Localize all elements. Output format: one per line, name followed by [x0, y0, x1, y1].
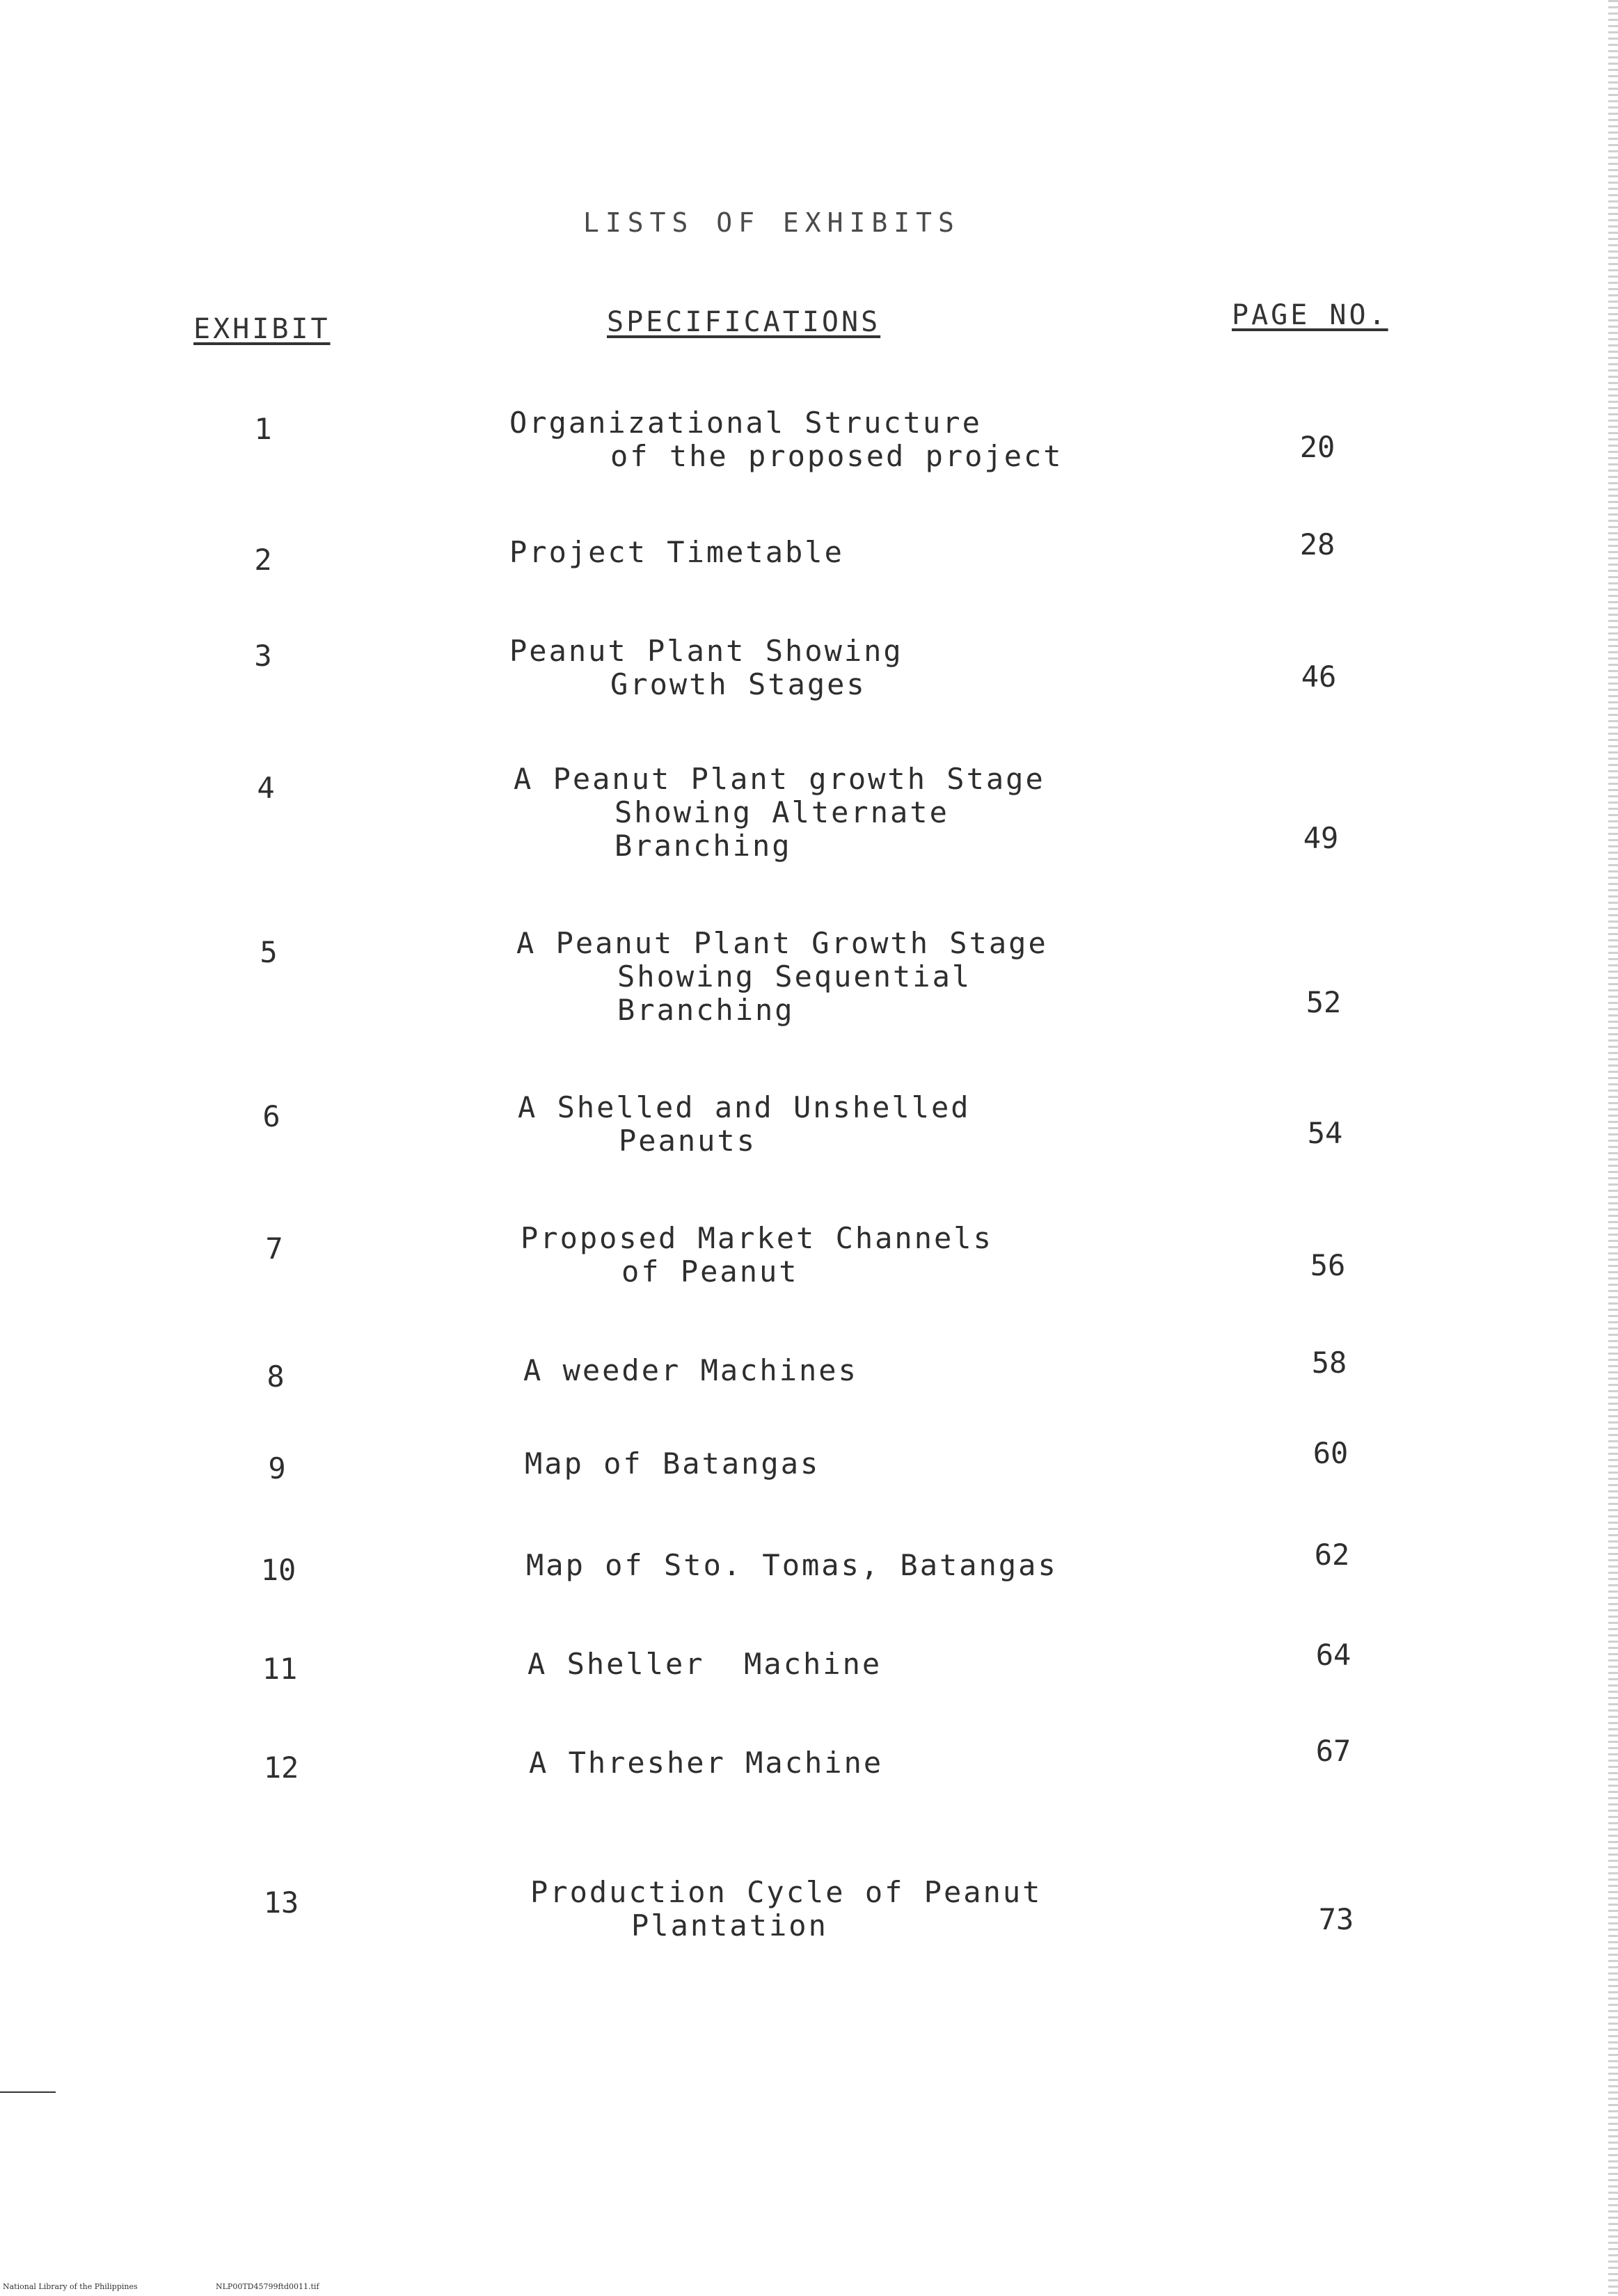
exhibit-page: 28: [1299, 527, 1335, 561]
spec-line: A Thresher Machine: [529, 1746, 884, 1780]
exhibit-specification: [528, 1648, 882, 1681]
exhibit-page: 60: [1312, 1436, 1349, 1470]
exhibit-specification: [529, 1746, 883, 1780]
spec-line: Map of Batangas: [525, 1446, 820, 1481]
spec-line: A weeder Machines: [523, 1353, 858, 1387]
exhibit-number: 8: [267, 1360, 285, 1394]
exhibit-page: 64: [1315, 1638, 1351, 1672]
spec-line: Peanuts: [619, 1124, 757, 1158]
exhibit-specification: [523, 1354, 858, 1387]
spec-line: Proposed Market Channels: [521, 1221, 993, 1255]
spec-line: Branching: [617, 993, 795, 1027]
exhibit-number: 3: [254, 639, 272, 673]
spec-line: A Peanut Plant Growth Stage: [516, 926, 1048, 960]
scan-edge: [1608, 0, 1618, 2296]
exhibit-number: 12: [263, 1751, 299, 1785]
column-header-exhibit: EXHIBIT: [193, 313, 331, 345]
exhibit-page: 67: [1315, 1734, 1351, 1768]
spec-line: A Peanut Plant growth Stage: [514, 762, 1045, 796]
spec-line: Showing Alternate: [614, 795, 949, 829]
column-header-page-no: PAGE NO.: [1232, 299, 1388, 331]
spec-line: of the proposed project: [610, 439, 1063, 473]
spec-line: Production Cycle of Peanut: [530, 1875, 1042, 1909]
exhibit-page: 20: [1299, 430, 1335, 464]
spec-line: Branching: [614, 829, 792, 863]
footer-library: National Library of the Philippines: [3, 2282, 138, 2291]
exhibit-page: 49: [1303, 821, 1339, 855]
exhibit-page: 56: [1310, 1248, 1346, 1282]
exhibit-number: 5: [260, 935, 278, 969]
exhibit-specification: [530, 1876, 1042, 1943]
spec-line: of Peanut: [621, 1254, 799, 1289]
exhibit-specification: [509, 536, 844, 569]
spec-line: Organizational Structure: [509, 406, 982, 440]
page-title: LISTS OF EXHIBITS: [583, 207, 960, 238]
spec-line: Map of Sto. Tomas, Batangas: [526, 1548, 1058, 1582]
exhibit-number: 4: [257, 771, 275, 805]
exhibit-page: 73: [1318, 1902, 1354, 1936]
exhibit-number: 11: [262, 1652, 298, 1686]
spec-line: Project Timetable: [509, 535, 844, 569]
spec-line: A Sheller Machine: [528, 1647, 882, 1681]
exhibit-page: 58: [1311, 1346, 1347, 1380]
exhibit-specification: [518, 1091, 971, 1158]
exhibit-specification: [509, 635, 903, 701]
spec-line: Peanut Plant Showing: [509, 634, 903, 668]
exhibit-specification: [509, 406, 1063, 473]
column-header-specifications: SPECIFICATIONS: [607, 306, 881, 338]
scan-mark: [0, 2091, 56, 2093]
exhibit-number: 2: [254, 543, 272, 577]
exhibit-number: 10: [260, 1553, 296, 1587]
exhibit-number: 9: [268, 1451, 286, 1485]
spec-line: Showing Sequential: [617, 959, 972, 994]
exhibit-number: 1: [254, 412, 272, 446]
exhibit-specification: [516, 927, 1048, 1027]
exhibit-page: 62: [1314, 1538, 1350, 1572]
exhibit-page: 52: [1306, 985, 1342, 1019]
exhibit-number: 6: [262, 1099, 280, 1133]
exhibit-specification: [526, 1549, 1058, 1582]
exhibit-number: 7: [265, 1231, 283, 1266]
exhibit-page: 54: [1307, 1116, 1343, 1150]
exhibit-specification: [525, 1447, 820, 1481]
footer-file-code: NLP00TD45799ftd0011.tif: [216, 2282, 319, 2291]
spec-line: Plantation: [631, 1908, 828, 1943]
spec-line: A Shelled and Unshelled: [518, 1090, 971, 1124]
exhibit-specification: [514, 763, 1045, 863]
spec-line: Growth Stages: [610, 667, 866, 701]
exhibit-page: 46: [1301, 660, 1337, 694]
exhibit-specification: [521, 1222, 993, 1289]
exhibit-number: 13: [263, 1886, 299, 1920]
